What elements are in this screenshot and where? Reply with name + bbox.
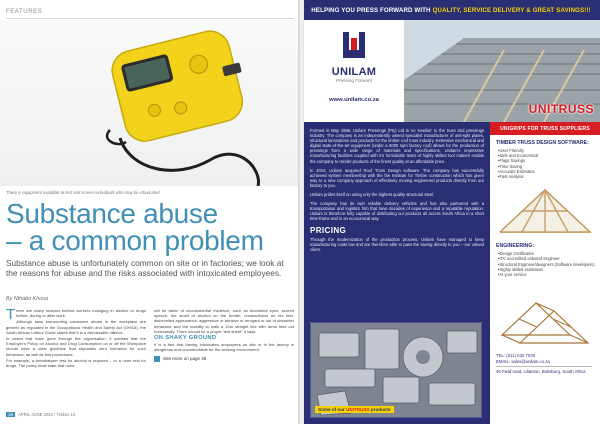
header-rule <box>6 18 294 19</box>
title-line-1: Substance abuse <box>6 198 218 229</box>
logo-area <box>304 20 404 122</box>
email-address[interactable]: EMAIL: sales@unilam.co.za <box>496 358 550 364</box>
products-caption <box>315 406 394 413</box>
ad-paragraph: Through the modernization of the production process, Unilam have managed to keep manufacturing costs low and are therefore able to pass the saving directly to you – our valued client. <box>310 236 484 252</box>
caption-post: products <box>370 407 391 412</box>
page-footer <box>6 412 294 417</box>
paragraph: will be taken of circumstantial evidence, such as bloodshot eyes, slurred speech, the smell of alcohol on the breath, unsteadiness on his feet, dishevelled appearance, aggressive or abusive or arrogant or out of character behaviour and the inability to walk a 10m straight line with arms held out horizontally. There should be a proper 'test sheet" it says. <box>154 308 294 334</box>
continued-link[interactable] <box>154 356 294 362</box>
street-address: 46 Field road, Lilianton, Boksburg, South Africa <box>496 369 586 375</box>
products-photo <box>310 322 482 418</box>
brand-name: UNILAM <box>331 66 377 78</box>
breathalyser-photo <box>0 20 298 186</box>
divider <box>496 366 592 367</box>
left-page <box>0 0 298 424</box>
list-item: • User Friendly <box>498 148 600 153</box>
paragraph: Although laws surrounding substance abuse in the workplace are generic as regulated in the Occupational Health and Safety Act (OHSA), the South African Labour Guide states that it is a dismissable offence. <box>6 319 146 335</box>
software-title: TIMBER TRUSS DESIGN SOFTWARE: <box>496 140 589 146</box>
unitruss-wordmark: UNITRUSS <box>528 102 594 116</box>
byline: By Nthabo Khosa <box>6 296 48 302</box>
banner-highlight: QUALITY, SERVICE DELIVERY & GREAT SAVINGS!!! <box>432 6 591 14</box>
brand-tagline: Pressing Forward <box>336 78 372 83</box>
list-item: • Fast Analysis <box>498 174 600 179</box>
list-item: • Time Saving <box>498 164 600 169</box>
banner-text: HELPING YOU PRESS FORWARD WITH <box>311 6 431 14</box>
advert-page <box>304 0 600 424</box>
subheading: ON SHAKY GROUND <box>154 335 217 342</box>
website-link[interactable]: www.unilam.co.za <box>329 97 379 103</box>
contact-details <box>496 353 600 374</box>
engineering-list <box>498 251 600 277</box>
caption-pre: Some of our <box>318 407 345 412</box>
continued-text: See more on page 48 <box>163 356 207 362</box>
article-title <box>6 200 264 254</box>
paragraph: It is a fact that having intoxicated employees on site or in the factory is dangerous and uncomfortable for the working environment. <box>154 342 294 353</box>
list-item: • Safe and Economical <box>498 153 600 158</box>
photo-caption: There is equipment available to test and screen individuals who may be intoxicated. <box>6 190 161 195</box>
truss-render-illustration <box>496 182 594 238</box>
steel-plates-illustration <box>311 323 482 418</box>
section-label: FEATURES <box>6 9 43 15</box>
column-2 <box>154 308 294 369</box>
list-item: • Design Certificates <box>498 251 600 256</box>
phone-number[interactable]: TEL: (011) 032 7030 <box>496 353 536 359</box>
sidebar-heading: UNIGRIPS FOR TRUSS SUPPLIERS <box>490 122 600 135</box>
paragraph: here are many reasons behind workers indulging in alcohol or drugs before, during or after work. <box>16 308 146 319</box>
roof-trusses-photo <box>404 20 600 122</box>
ad-body <box>304 122 490 424</box>
roof-structure-illustration <box>496 281 594 349</box>
list-item: • Structural Engineer/designers (Software developers) <box>498 262 600 267</box>
paragraph: In cases that have gone through the organisation, it advises that the Employer's Policy on Alcohol and Drug Consumption on or off the Workplace should have a clear guideline that stipulates zero tolerance for such behaviour, as well as test procedures. <box>6 336 146 357</box>
list-item: • ITC accredited onboard Engineer <box>498 256 600 261</box>
engineering-title: ENGINEERING: <box>496 243 535 250</box>
standfirst: Substance abuse is unfortunately common on site or in factories; we look at the reasons for abuse and the risks associated with intoxicated employees. <box>6 258 284 278</box>
ad-paragraph: Unilam prides itself on using only the highest quality structural steel. <box>310 192 435 198</box>
title-line-2: – a common problem <box>6 225 264 256</box>
pricing-heading: PRICING <box>310 225 347 235</box>
list-item: • At your service <box>498 272 600 277</box>
ad-paragraph: Formed in May 1986, Unilam Pressings (Pty) Ltd is no 'newbie' to the truss and pressings industry. The company is an independently owned specialist manufacturer of anti-split plates, structural laminations and products for the timber roof truss industry. Extensive mechanical and digital state-of-the-art equipment (under a 5000 sqm factory roof) allows for the production of pressings from a wide range of materials and specifications. Unilam's impressive manufacturing facilities coupled with it's formidable team of highly skilled tool makers enable the company to render products of the finest quality at an affordable price. <box>310 128 484 164</box>
unilam-logo-icon <box>341 30 367 60</box>
article-body <box>6 308 294 369</box>
software-list <box>498 148 600 179</box>
ad-banner <box>304 0 600 20</box>
caption-brand: UNITRUSS <box>346 407 370 412</box>
list-item: • Flags Savings <box>498 158 600 163</box>
ad-sidebar <box>490 122 600 424</box>
page-number: 18 <box>8 412 14 417</box>
truss-render-photo <box>496 182 594 238</box>
footer-text: APRIL-JUNE 2023 / Timber 13 <box>18 412 76 417</box>
roof-structure-photo <box>496 281 594 349</box>
arrow-box-icon <box>154 356 160 362</box>
paragraph: For example, a breathalyser test for alcohol is required – or a urine test for drugs. The policy must state that none <box>6 357 146 369</box>
ad-paragraph: The company has its own reliable delivery vehicles and has also partnered with a transportation and logistics firm that have decades of experience and a reputable reputation. Unilam is therefore fully capable of distributing our products all across South Africa in a short time-frame and in an economical way. <box>310 201 484 222</box>
list-item: • Highly skilled estimators <box>498 267 600 272</box>
drop-cap: T <box>6 306 16 323</box>
list-item: • Accurate Estimates <box>498 169 600 174</box>
breathalyser-illustration <box>0 20 298 186</box>
ad-paragraph: In 2010, Unilam acquired Roof Truss Design software. The company has successfully achieved system membership with the the Institute for Timber construction which has given way to a new company approach of effectively moving engineered products directly from our factory to you. <box>310 167 484 188</box>
column-1 <box>6 308 146 369</box>
